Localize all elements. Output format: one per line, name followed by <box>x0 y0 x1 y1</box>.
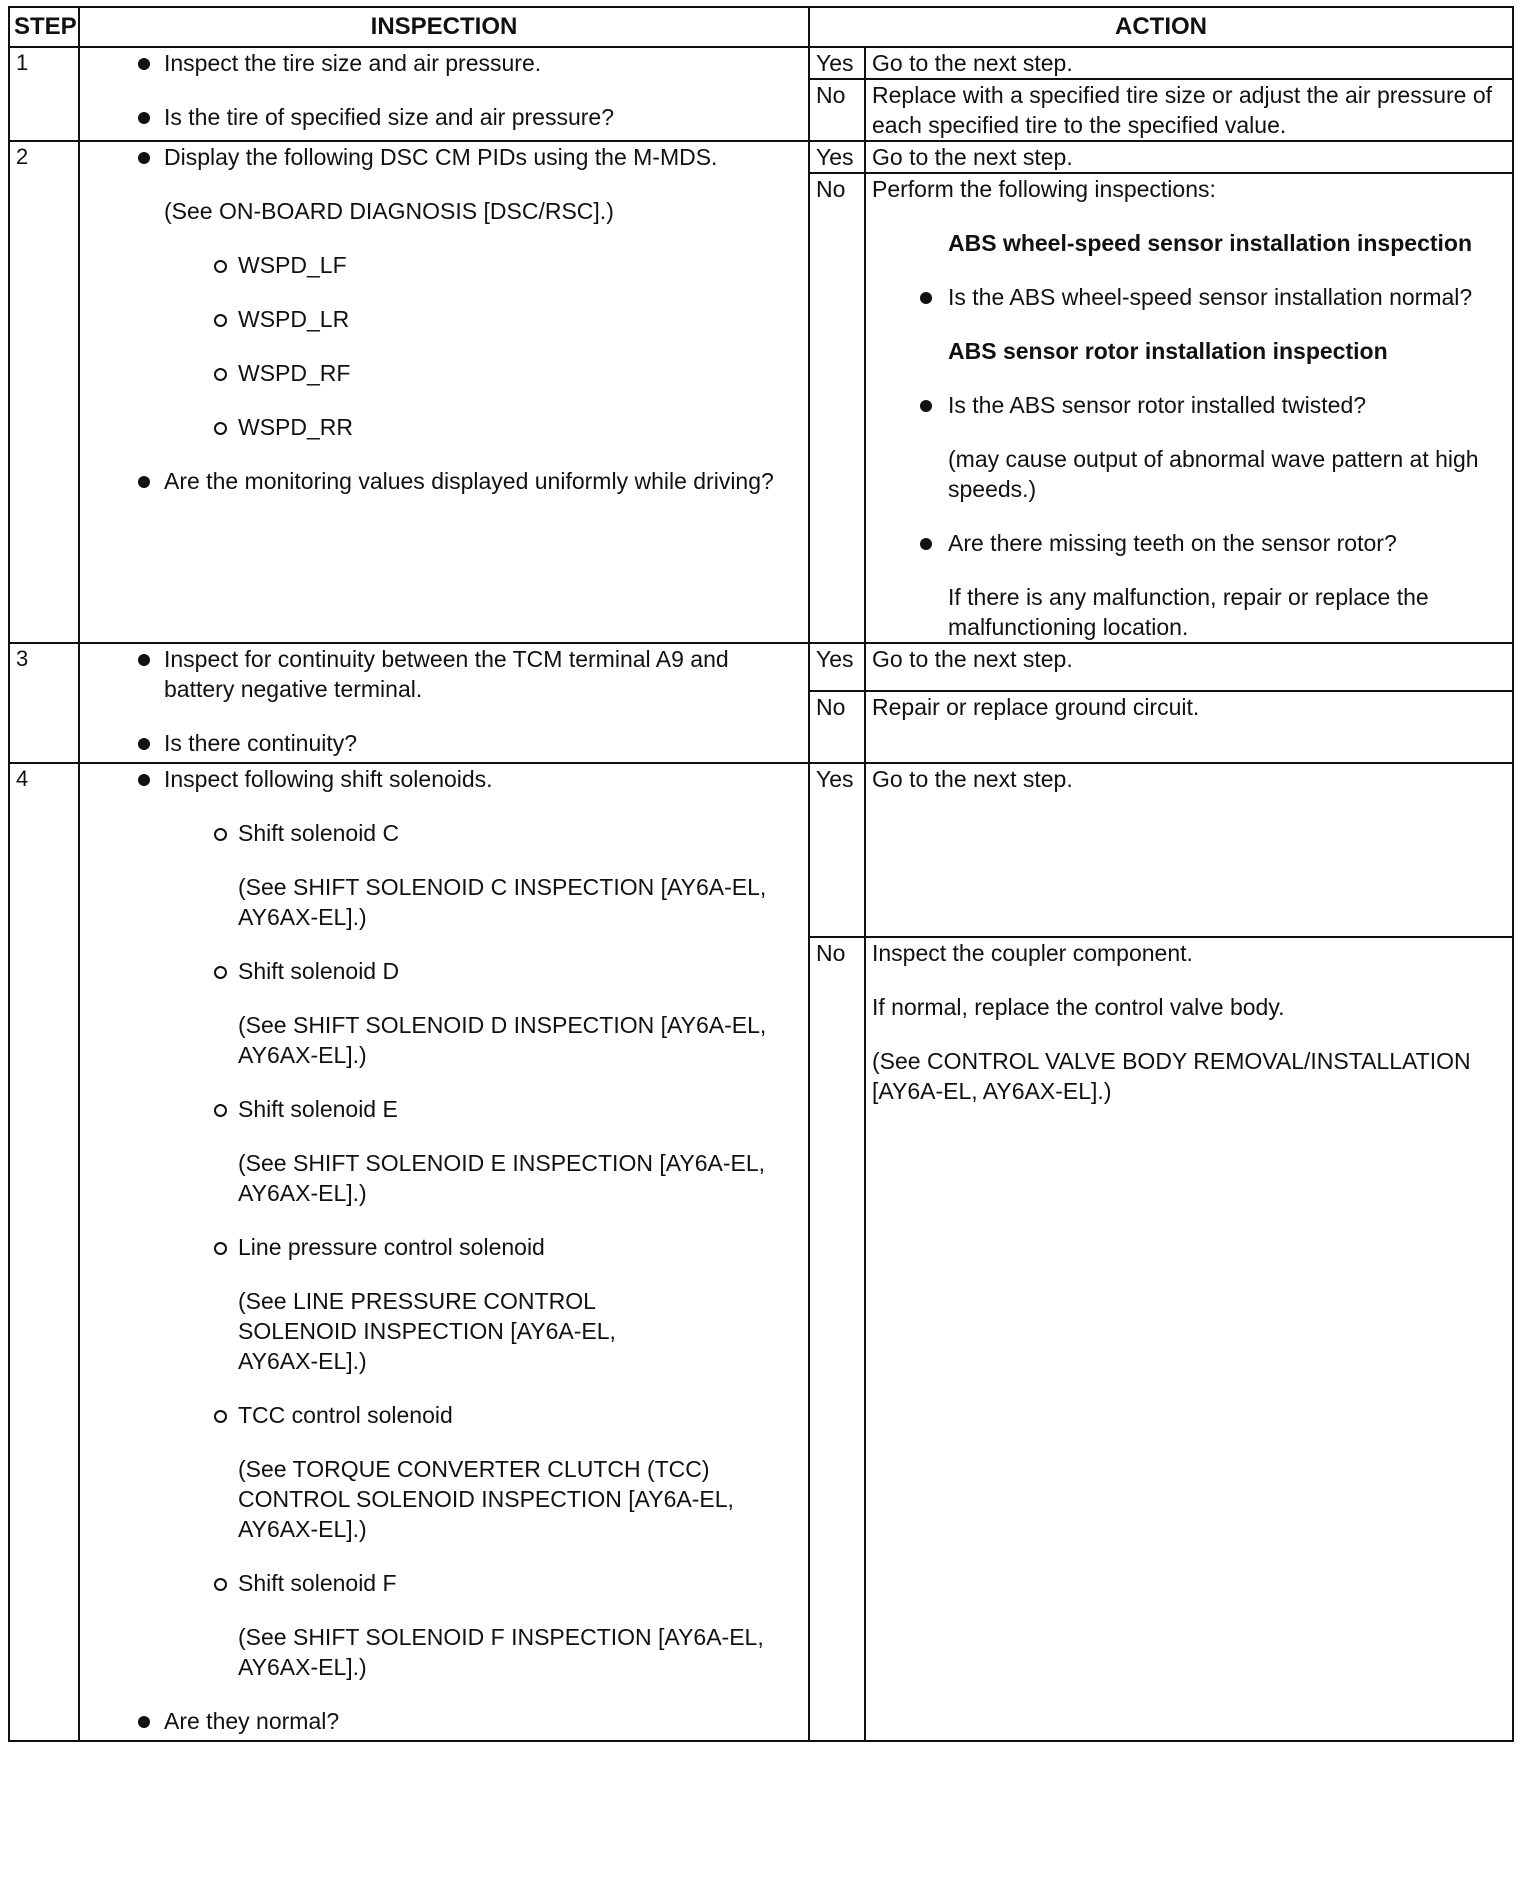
bullet-icon <box>138 738 150 750</box>
bullet-icon <box>920 400 932 412</box>
circle-bullet-icon <box>214 314 227 327</box>
yes-label: Yes <box>809 47 865 79</box>
bullet-item: Are they normal? <box>86 1706 802 1736</box>
sub-bullet-item: Shift solenoid E <box>86 1094 802 1124</box>
step-header: STEP <box>9 7 79 47</box>
reference-note: (See SHIFT SOLENOID F INSPECTION [AY6A-EL, AY6AX-EL].) <box>238 1624 764 1680</box>
bullet-item: Are the monitoring values displayed uniformly while driving? <box>86 466 802 496</box>
no-label: No <box>809 937 865 1741</box>
action-line: (See CONTROL VALVE BODY REMOVAL/INSTALLATION [AY6A-EL, AY6AX-EL].) <box>872 1048 1471 1104</box>
no-action <box>865 937 1513 1741</box>
bullet-item: Is the tire of specified size and air pressure? <box>86 102 802 132</box>
bullet-icon <box>138 112 150 124</box>
sub-bullet-item: WSPD_RF <box>86 358 802 388</box>
sub-bullet-item: Shift solenoid F <box>86 1568 802 1598</box>
reference-note: (See SHIFT SOLENOID C INSPECTION [AY6A-EL, AY6AX-EL].) <box>238 874 767 930</box>
bullet-item: Inspect the tire size and air pressure. <box>86 48 802 78</box>
circle-bullet-icon <box>214 368 227 381</box>
step-4-yes-row <box>9 763 1513 937</box>
reference-note: (See LINE PRESSURE CONTROL SOLENOID INSPECTION [AY6A-EL, AY6AX-EL].) <box>238 1288 616 1374</box>
bullet-item: Inspect following shift solenoids. <box>86 764 802 794</box>
action-header: ACTION <box>809 7 1513 47</box>
action-intro: Perform the following inspections: <box>872 176 1216 202</box>
step-number: 1 <box>9 47 79 141</box>
action-bullet: Is the ABS wheel-speed sensor installation normal? <box>872 282 1506 312</box>
yes-label: Yes <box>809 643 865 691</box>
sub-bullet-item: Shift solenoid C <box>86 818 802 848</box>
no-action <box>865 173 1513 643</box>
bullet-icon <box>920 538 932 550</box>
no-label: No <box>809 691 865 763</box>
reference-note: (See SHIFT SOLENOID D INSPECTION [AY6A-EL, AY6AX-EL].) <box>238 1012 767 1068</box>
step-1-inspection <box>79 47 809 141</box>
yes-action: Go to the next step. <box>865 643 1513 691</box>
sub-bullet-item: Line pressure control solenoid <box>86 1232 802 1262</box>
bullet-item: Is there continuity? <box>86 728 802 758</box>
reference-note: (See ON-BOARD DIAGNOSIS [DSC/RSC].) <box>164 198 614 224</box>
action-line: If normal, replace the control valve body. <box>872 994 1285 1020</box>
bullet-icon <box>138 654 150 666</box>
header-row <box>9 7 1513 47</box>
bullet-icon <box>138 152 150 164</box>
bullet-icon <box>138 58 150 70</box>
step-1-yes-row <box>9 47 1513 79</box>
circle-bullet-icon <box>214 1410 227 1423</box>
yes-action: Go to the next step. <box>865 763 1513 937</box>
yes-label: Yes <box>809 141 865 173</box>
no-label: No <box>809 79 865 141</box>
circle-bullet-icon <box>214 422 227 435</box>
action-bullet: Is the ABS sensor rotor installed twisted? <box>872 390 1506 420</box>
yes-action: Go to the next step. <box>865 47 1513 79</box>
sub-bullet-item: WSPD_LR <box>86 304 802 334</box>
step-2-inspection <box>79 141 809 643</box>
circle-bullet-icon <box>214 1104 227 1117</box>
sub-bullet-item: WSPD_RR <box>86 412 802 442</box>
step-3-inspection <box>79 643 809 763</box>
bullet-item: Display the following DSC CM PIDs using the M-MDS. <box>86 142 802 172</box>
bullet-icon <box>138 1716 150 1728</box>
yes-action: Go to the next step. <box>865 141 1513 173</box>
step-4-inspection <box>79 763 809 1741</box>
circle-bullet-icon <box>214 260 227 273</box>
step-3-yes-row <box>9 643 1513 691</box>
no-action: Repair or replace ground circuit. <box>865 691 1513 763</box>
step-number: 4 <box>9 763 79 1741</box>
reference-note: (See SHIFT SOLENOID E INSPECTION [AY6A-EL, AY6AX-EL].) <box>238 1150 766 1206</box>
sub-bullet-item: TCC control solenoid <box>86 1400 802 1430</box>
action-line: Inspect the coupler component. <box>872 940 1193 966</box>
reference-note: (See TORQUE CONVERTER CLUTCH (TCC) CONTROL SOLENOID INSPECTION [AY6A-EL, AY6AX-EL].) <box>238 1456 734 1542</box>
action-subheading: ABS sensor rotor installation inspection <box>948 338 1388 364</box>
bullet-icon <box>138 774 150 786</box>
step-number: 3 <box>9 643 79 763</box>
bullet-icon <box>138 476 150 488</box>
circle-bullet-icon <box>214 1578 227 1591</box>
sub-bullet-item: WSPD_LF <box>86 250 802 280</box>
no-label: No <box>809 173 865 643</box>
circle-bullet-icon <box>214 966 227 979</box>
action-bullet: Are there missing teeth on the sensor rotor? <box>872 528 1506 558</box>
sub-bullet-item: Shift solenoid D <box>86 956 802 986</box>
no-action: Replace with a specified tire size or adjust the air pressure of each specified tire to the specified value. <box>865 79 1513 141</box>
circle-bullet-icon <box>214 828 227 841</box>
yes-label: Yes <box>809 763 865 937</box>
action-note: If there is any malfunction, repair or replace the malfunctioning location. <box>948 584 1429 640</box>
step-2-yes-row <box>9 141 1513 173</box>
bullet-icon <box>920 292 932 304</box>
action-note: (may cause output of abnormal wave pattern at high speeds.) <box>948 446 1479 502</box>
bullet-item: Inspect for continuity between the TCM terminal A9 and battery negative terminal. <box>86 644 802 704</box>
diagnostic-procedure-table <box>8 6 1514 1742</box>
step-number: 2 <box>9 141 79 643</box>
circle-bullet-icon <box>214 1242 227 1255</box>
inspection-header: INSPECTION <box>79 7 809 47</box>
action-subheading: ABS wheel-speed sensor installation inspection <box>948 230 1473 256</box>
